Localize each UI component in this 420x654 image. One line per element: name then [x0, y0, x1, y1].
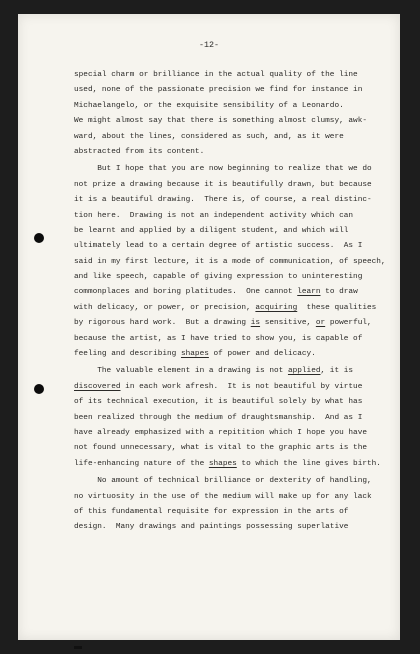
text-line — [74, 99, 404, 114]
text-run: ultimately lead to a certain degree of artistic success. As I — [74, 242, 363, 251]
text-run: it is a beautiful drawing. There is, of course, a real distinc- — [74, 196, 372, 205]
text-line — [74, 301, 404, 316]
underlined-text: applied — [287, 367, 321, 376]
text-line — [74, 114, 404, 129]
text-line — [74, 270, 404, 285]
text-line — [74, 145, 404, 160]
text-run: special charm or brilliance in the actual quality of the line — [74, 71, 358, 79]
text-run: abstracted from its content. — [74, 147, 205, 156]
text-run: no virtuosity in the use of the medium will make up for any lack — [74, 492, 372, 501]
text-run: be learnt and applied by a diligent student, and which will — [74, 226, 349, 235]
text-line — [74, 520, 404, 535]
text-run: to which the line gives birth. — [236, 459, 381, 468]
text-line — [74, 490, 404, 505]
text-line — [74, 239, 404, 254]
text-run: design. Many drawings and paintings possessing superlative — [74, 523, 349, 532]
paragraph — [74, 162, 404, 362]
text-run: The valuable element in a drawing is not — [74, 367, 288, 376]
text-line — [74, 83, 404, 98]
underlined-text: shapes — [180, 350, 209, 359]
underlined-text: is — [250, 319, 261, 328]
text-line — [74, 285, 404, 300]
text-run: No amount of technical brilliance or dexterity of handling, — [74, 477, 372, 486]
text-line — [74, 364, 404, 379]
text-run: not prize a drawing because it is beautifully drawn, but because — [74, 180, 372, 189]
text-run: these qualities — [297, 303, 377, 312]
text-line — [74, 68, 404, 83]
text-run: life-enhancing nature of the — [74, 459, 209, 468]
text-line — [74, 505, 404, 520]
text-run: and like speech, capable of giving expression to uninteresting — [74, 273, 363, 282]
text-run: Michaelangelo, or the exquisite sensibility of a Leonardo. — [74, 101, 344, 110]
text-run: commonplaces and boring platitudes. One cannot — [74, 288, 298, 297]
text-line — [74, 441, 404, 456]
paragraph — [74, 364, 404, 472]
text-line — [74, 130, 404, 145]
text-line — [74, 193, 404, 208]
text-run: not found unnecessary, what is vital to the graphic arts is the — [74, 444, 367, 453]
underlined-text: or — [315, 319, 326, 328]
text-run: in each work afresh. It is not beautiful by virtue — [120, 382, 363, 391]
text-line — [74, 426, 404, 441]
text-run: been realized through the medium of draughtsmanship. And as I — [74, 413, 363, 422]
text-run: of this fundamental requisite for expression in the arts of — [74, 507, 349, 516]
underlined-text: discovered — [74, 382, 121, 391]
text-run: powerful, — [325, 319, 372, 328]
page-edge-mark — [74, 646, 82, 649]
text-run: sensitive, — [260, 319, 316, 328]
text-line — [74, 457, 404, 472]
underlined-text: shapes — [208, 459, 237, 468]
text-run: to draw — [320, 288, 358, 297]
text-run: But I hope that you are now beginning to realize that we do — [74, 165, 372, 174]
text-line — [74, 395, 404, 410]
text-line — [74, 209, 404, 224]
text-run: tion here. Drawing is not an independent activity which can — [74, 211, 354, 220]
text-run: said in my first lecture, it is a mode of communication, of speech, — [74, 257, 386, 266]
text-run: ward, about the lines, considered as such, and, as it were — [74, 132, 344, 141]
text-line — [74, 316, 404, 331]
text-run: of power and delicacy. — [208, 350, 316, 359]
text-line — [74, 332, 404, 347]
text-run: of its technical execution, it is beautiful solely by what has — [74, 398, 363, 407]
text-run: used, none of the passionate precision we find for instance in — [74, 86, 363, 95]
page-number: -12- — [198, 40, 220, 50]
paragraph — [74, 68, 404, 160]
underlined-text: learn — [297, 288, 321, 297]
text-line — [74, 347, 404, 362]
text-run: by rigorous hard work. But a drawing — [74, 319, 251, 328]
text-line — [74, 255, 404, 270]
text-run: , it is — [320, 367, 354, 376]
text-line — [74, 411, 404, 426]
text-line — [74, 380, 404, 395]
text-run: feeling and describing — [74, 350, 181, 359]
underlined-text: acquiring — [255, 303, 298, 312]
text-line — [74, 224, 404, 239]
text-run: have already emphasized with a repitition which I hope you have — [74, 428, 367, 437]
text-run: We might almost say that there is something almost clumsy, awk- — [74, 117, 367, 126]
punch-hole — [34, 233, 44, 243]
text-line — [74, 162, 404, 177]
punch-hole — [34, 384, 44, 394]
text-run: with delicacy, or power, or precision, — [74, 303, 256, 312]
text-line — [74, 178, 404, 193]
text-run: because the artist, as I have tried to show you, is capable of — [74, 334, 363, 343]
paragraph — [74, 474, 404, 536]
document-page — [18, 14, 400, 640]
body-text — [74, 68, 404, 536]
text-line — [74, 474, 404, 489]
